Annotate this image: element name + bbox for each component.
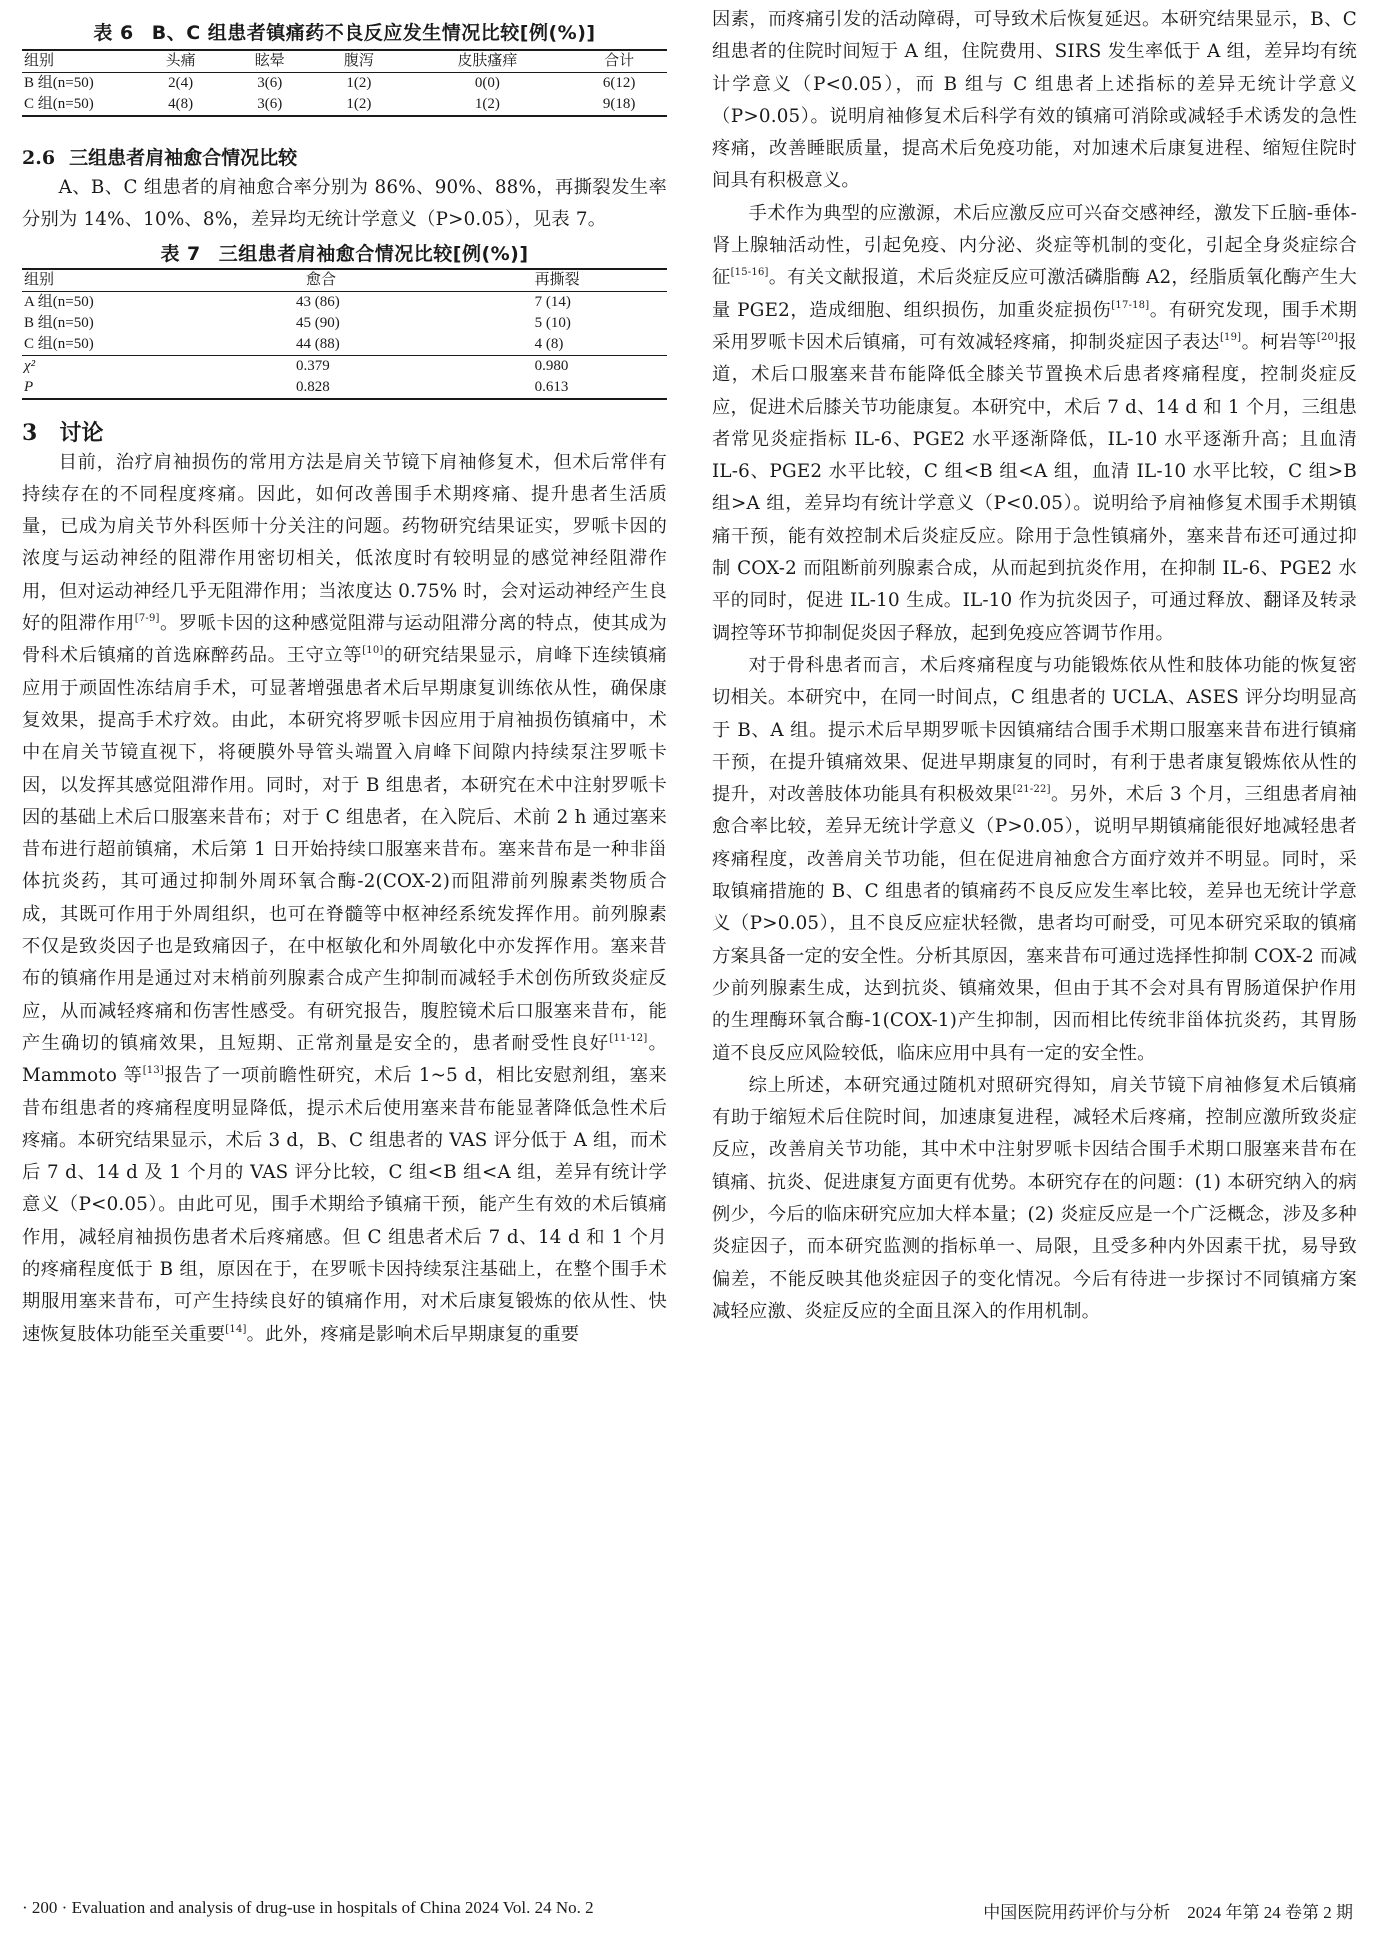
table6-title xyxy=(22,18,667,45)
table-cell: 3(6) xyxy=(257,96,283,112)
table7-header-row xyxy=(22,269,667,292)
table6-label: 表 6 xyxy=(93,22,134,44)
table-cell: P xyxy=(24,378,34,395)
section-title: 三组患者肩袖愈合情况比较 xyxy=(69,147,298,169)
table-cell: 4 (8) xyxy=(534,335,564,352)
table6 xyxy=(22,49,667,117)
citation: [19] xyxy=(1219,331,1242,343)
table-cell: 45 (90) xyxy=(296,314,340,331)
table-cell: 7 (14) xyxy=(534,293,571,310)
footer-journal-en: · 200 · Evaluation and analysis of drug-use in hospitals of China 2024 Vol. 24 No. 2 xyxy=(22,1898,594,1917)
table6-col-header: 眩晕 xyxy=(254,53,285,69)
table-cell: 1(2) xyxy=(346,96,372,112)
table-cell: 0.980 xyxy=(534,357,569,374)
discussion-paragraph-2 xyxy=(712,198,1357,650)
text-run: 对于骨科患者而言，术后疼痛程度与功能锻炼依从性和肢体功能的恢复密切相关。本研究中，在同一时间点，C 组患者的 UCLA、ASES 评分均明显高于 B、A 组。提示术后早期罗哌卡因镇痛结合围手术期口服塞来昔布进行镇痛干预，在提升镇痛效果、促进早期康复的同时，有利于患者康复锻炼依从性的提升，对改善肢体功能具有积极效果 xyxy=(712,654,1357,806)
table7 xyxy=(22,268,667,400)
table7-col-header: 再撕裂 xyxy=(534,271,580,288)
table-row xyxy=(22,94,667,116)
text-run: 。有研究发现，围手术期采用罗哌卡因术后镇痛，可有效减轻疼痛，抑制炎症因子表达 xyxy=(712,299,1357,353)
table-row xyxy=(22,73,667,95)
citation: [7-9] xyxy=(134,613,160,625)
discussion-paragraph-conclusion: 综上所述，本研究通过随机对照研究得知，肩关节镜下肩袖修复术后镇痛有助于缩短术后住院时间，加速康复进程，减轻术后疼痛，控制应激所致炎症反应，改善肩关节功能，其中术中注射罗哌卡因结合围手术期口服塞来昔布在镇痛、抗炎、促进康复方面更有优势。本研究存在的问题：(1) 本研究纳入的病例少，今后的临床研究应加大样本量；(2) 炎症反应是一个广泛概念，涉及多种炎症因子，而本研究监测的指标单一、局限，且受多种内外因素干扰，易导致偏差，不能反映其他炎症因子的变化情况。今后有待进一步探讨不同镇痛方案减轻应激、炎症反应的全面且深入的作用机制。 xyxy=(712,1074,1357,1322)
citation: [11-12] xyxy=(609,1032,648,1044)
text-run: 报道，术后口服塞来昔布能降低全膝关节置换术后患者疼痛程度，控制炎症反应，促进术后膝关节功能康复。本研究中，术后 7 d、14 d 和 1 个月，三组患者常见炎症指标 IL-6、PGE2 水平逐渐降低，IL-10 水平逐渐升高；且血清 IL-6、PGE2 水平比较，C 组<B 组<A 组，血清 IL-10 水平比较，C 组>B 组>A 组，差异均有统计学意义（P<0.05）。说明给予肩袖修复术围手术期镇痛干预，能有效控制术后炎症反应。除用于急性镇痛外，塞来昔布还可通过抑制 COX-2 而阻断前列腺素合成，从而起到抗炎作用，在抑制 IL-6、PGE2 水平的同时，促进 IL-10 生成。IL-10 作为抗炎因子，可通过释放、翻译及转录调控等环节抑制促炎因子释放，起到免疫应答调节作用。 xyxy=(712,331,1357,644)
section-title: 讨论 xyxy=(59,420,104,446)
section-3-heading xyxy=(22,416,667,447)
table-cell: 9(18) xyxy=(602,96,636,112)
table6-header-row xyxy=(22,50,667,73)
table-cell: 1(2) xyxy=(346,75,372,91)
section-2-6-heading xyxy=(22,143,667,170)
table-cell: 3(6) xyxy=(257,75,283,91)
text-run: 。柯岩等 xyxy=(1241,331,1317,353)
table-cell: 4(8) xyxy=(168,96,194,112)
section-number: 3 xyxy=(22,419,38,446)
text-run: 目前，治疗肩袖损伤的常用方法是肩关节镜下肩袖修复术，但术后常伴有持续存在的不同程度疼痛。因此，如何改善围手术期疼痛、提升患者生活质量，已成为肩关节外科医师十分关注的问题。药物研究结果证实，罗哌卡因的浓度与运动神经的阻滞作用密切相关，低浓度时有较明显的感觉神经阻滞作用，但对运动神经几乎无阻滞作用；当浓度达 0.75% 时，会对运动神经产生良好的阻滞作用 xyxy=(22,451,667,635)
table6-caption: B、C 组患者镇痛药不良反应发生情况比较[例(%)] xyxy=(151,22,596,44)
table-cell: 1(2) xyxy=(474,96,500,112)
left-column xyxy=(22,0,667,1351)
text-run: 报告了一项前瞻性研究，术后 1~5 d，相比安慰剂组，塞来昔布组患者的疼痛程度明显降低，提示术后使用塞来昔布能显著降低急性术后疼痛。本研究结果显示，术后 3 d，B、C 组患者的 VAS 评分低于 A 组，而术后 7 d、14 d 及 1 个月的 VAS 评分比较，C 组<B 组<A 组，差异有统计学意义（P<0.05）。由此可见，围手术期给予镇痛干预，能产生有效的术后镇痛作用，减轻肩袖损伤患者术后疼痛感。但 C 组患者术后 7 d、14 d 和 1 个月的疼痛程度低于 B 组，原因在于，在罗哌卡因持续泵注基础上，在整个围手术期服用塞来昔布，可产生持续良好的镇痛作用，对术后康复锻炼的依从性、快速恢复肢体功能至关重要 xyxy=(22,1065,667,1345)
table7-title xyxy=(22,239,667,266)
table-cell: 6(12) xyxy=(602,75,636,91)
citation: [20] xyxy=(1316,331,1339,343)
text-run: 。Mammoto 等 xyxy=(22,1032,668,1087)
table-stat-row xyxy=(22,355,667,377)
table-cell: 0.379 xyxy=(296,357,330,374)
text-run: 。罗哌卡因的这种感觉阻滞与运动阻滞分离的特点，使其成为骨科术后镇痛的首选麻醉药品。王守立等 xyxy=(22,613,667,667)
table-row xyxy=(22,334,667,356)
table-cell: 0.828 xyxy=(296,378,330,395)
table7-col-header: 组别 xyxy=(24,271,55,288)
discussion-paragraph-continued: 因素，而疼痛引发的活动障碍，可导致术后恢复延迟。本研究结果显示，B、C 组患者的住院时间短于 A 组，住院费用、SIRS 发生率低于 A 组，差异均有统计学意义（P<0.05），而 B 组与 C 组患者上述指标的差异无统计学意义（P>0.05）。说明肩袖修复术后科学有效的镇痛可消除或减轻手术诱发的急性疼痛，改善睡眠质量，提高术后免疫功能，对加速术后康复进程、缩短住院时间具有积极意义。 xyxy=(712,9,1357,192)
text-run: 。另外，术后 3 个月，三组患者肩袖愈合率比较，差异无统计学意义（P>0.05），说明早期镇痛能很好地减轻患者疼痛程度，改善肩关节功能，但在促进肩袖愈合方面疗效并不明显。同时，采取镇痛措施的 B、C 组患者的镇痛药不良反应发生率比较，差异也无统计学意义（P>0.05），且不良反应症状轻微，患者均可耐受，可见本研究采取的镇痛方案具备一定的安全性。分析其原因，塞来昔布可通过选择性抑制 COX-2 而减少前列腺素生成，达到抗炎、镇痛效果，但由于其不会对具有胃肠道保护作用的生理酶环氧合酶-1(COX-1)产生抑制，因而相比传统非甾体抗炎药，其胃肠道不良反应风险较低，临床应用中具有一定的安全性。 xyxy=(712,784,1357,1064)
right-column xyxy=(712,4,1357,1328)
table6-col-header: 腹泻 xyxy=(343,53,374,69)
table-cell: B 组(n=50) xyxy=(24,75,94,91)
citation: [15-16] xyxy=(730,267,769,279)
table7-label: 表 7 xyxy=(160,242,201,265)
table7-col-header: 愈合 xyxy=(306,271,337,288)
text-run: 。有关文献报道，术后炎症反应可激活磷脂酶 A2，经脂质氧化酶产生大量 PGE2，造成细胞、组织损伤，加重炎症损伤 xyxy=(712,267,1358,321)
table-cell: 0.613 xyxy=(534,378,569,395)
citation: [14] xyxy=(225,1323,247,1335)
discussion-paragraph-1 xyxy=(22,447,667,1351)
page-footer xyxy=(22,1898,1353,1922)
table-cell: χ² xyxy=(24,357,36,374)
table-cell: B 组(n=50) xyxy=(24,314,94,331)
text-run: 手术作为典型的应激源，术后应激反应可兴奋交感神经，激发下丘脑-垂体-肾上腺轴活动性，引起免疫、内分泌、炎症等机制的变化，引起全身炎症综合征 xyxy=(712,202,1357,289)
citation: [21-22] xyxy=(1012,784,1051,796)
table-cell: A 组(n=50) xyxy=(24,293,94,310)
table6-col-header: 皮肤瘙痒 xyxy=(457,53,518,69)
text-run: 的研究结果显示，肩峰下连续镇痛应用于顽固性冻结肩手术，可显著增强患者术后早期康复训练依从性，确保康复效果，提高手术疗效。由此，本研究将罗哌卡因应用于肩袖损伤镇痛中，术中在肩关节镜直视下，将硬膜外导管头端置入肩峰下间隙内持续泵注罗哌卡因，以发挥其感觉阻滞作用。同时，对于 B 组患者，本研究在术中注射罗哌卡因的基础上术后口服塞来昔布；对于 C 组患者，在入院后、术前 2 h 通过塞来昔布进行超前镇痛，术后第 1 日开始持续口服塞来昔布。塞来昔布是一种非甾体抗炎药，其可通过抑制外周环氧合酶-2(COX-2)而阻滞前列腺素类物质合成，其既可作用于外周组织，也可在脊髓等中枢神经系统发挥作用。前列腺素不仅是致炎因子也是致痛因子，在中枢敏化和外周敏化中亦发挥作用。塞来昔布的镇痛作用是通过对末梢前列腺素合成产生抑制而减轻手术创伤所致炎症反应，从而减轻疼痛和伤害性感受。有研究报告，腹腔镜术后口服塞来昔布，能产生确切的镇痛效果，且短期、正常剂量是安全的，患者耐受性良好 xyxy=(22,645,667,1054)
table6-col-header: 头痛 xyxy=(165,53,196,69)
table-cell: C 组(n=50) xyxy=(24,96,94,112)
text-run: 。此外，疼痛是影响术后早期康复的重要 xyxy=(246,1323,580,1345)
table-cell: 43 (86) xyxy=(296,293,340,310)
table-cell: 2(4) xyxy=(168,75,194,91)
citation: [17-18] xyxy=(1111,299,1150,311)
discussion-paragraph-3 xyxy=(712,650,1357,1070)
footer-journal-cn: 中国医院用药评价与分析 2024 年第 24 卷第 2 期 xyxy=(983,1903,1353,1922)
table-cell: 44 (88) xyxy=(296,335,340,352)
table-stat-row xyxy=(22,377,667,399)
citation: [10] xyxy=(362,645,384,657)
table-cell: 0(0) xyxy=(474,75,500,91)
table6-col-header: 合计 xyxy=(604,53,635,69)
citation: [13] xyxy=(142,1065,165,1077)
table-cell: C 组(n=50) xyxy=(24,335,94,352)
table-row xyxy=(22,291,667,313)
section-number: 2.6 xyxy=(22,147,56,169)
table-cell: 5 (10) xyxy=(534,314,571,331)
table7-caption: 三组患者肩袖愈合情况比较[例(%)] xyxy=(218,242,529,265)
table6-col-header: 组别 xyxy=(24,53,55,69)
section-2-6-paragraph: A、B、C 组患者的肩袖愈合率分别为 86%、90%、88%，再撕裂发生率分别为 14%、10%、8%，差异均无统计学意义（P>0.05），见表 7。 xyxy=(22,177,667,231)
table-row xyxy=(22,313,667,334)
